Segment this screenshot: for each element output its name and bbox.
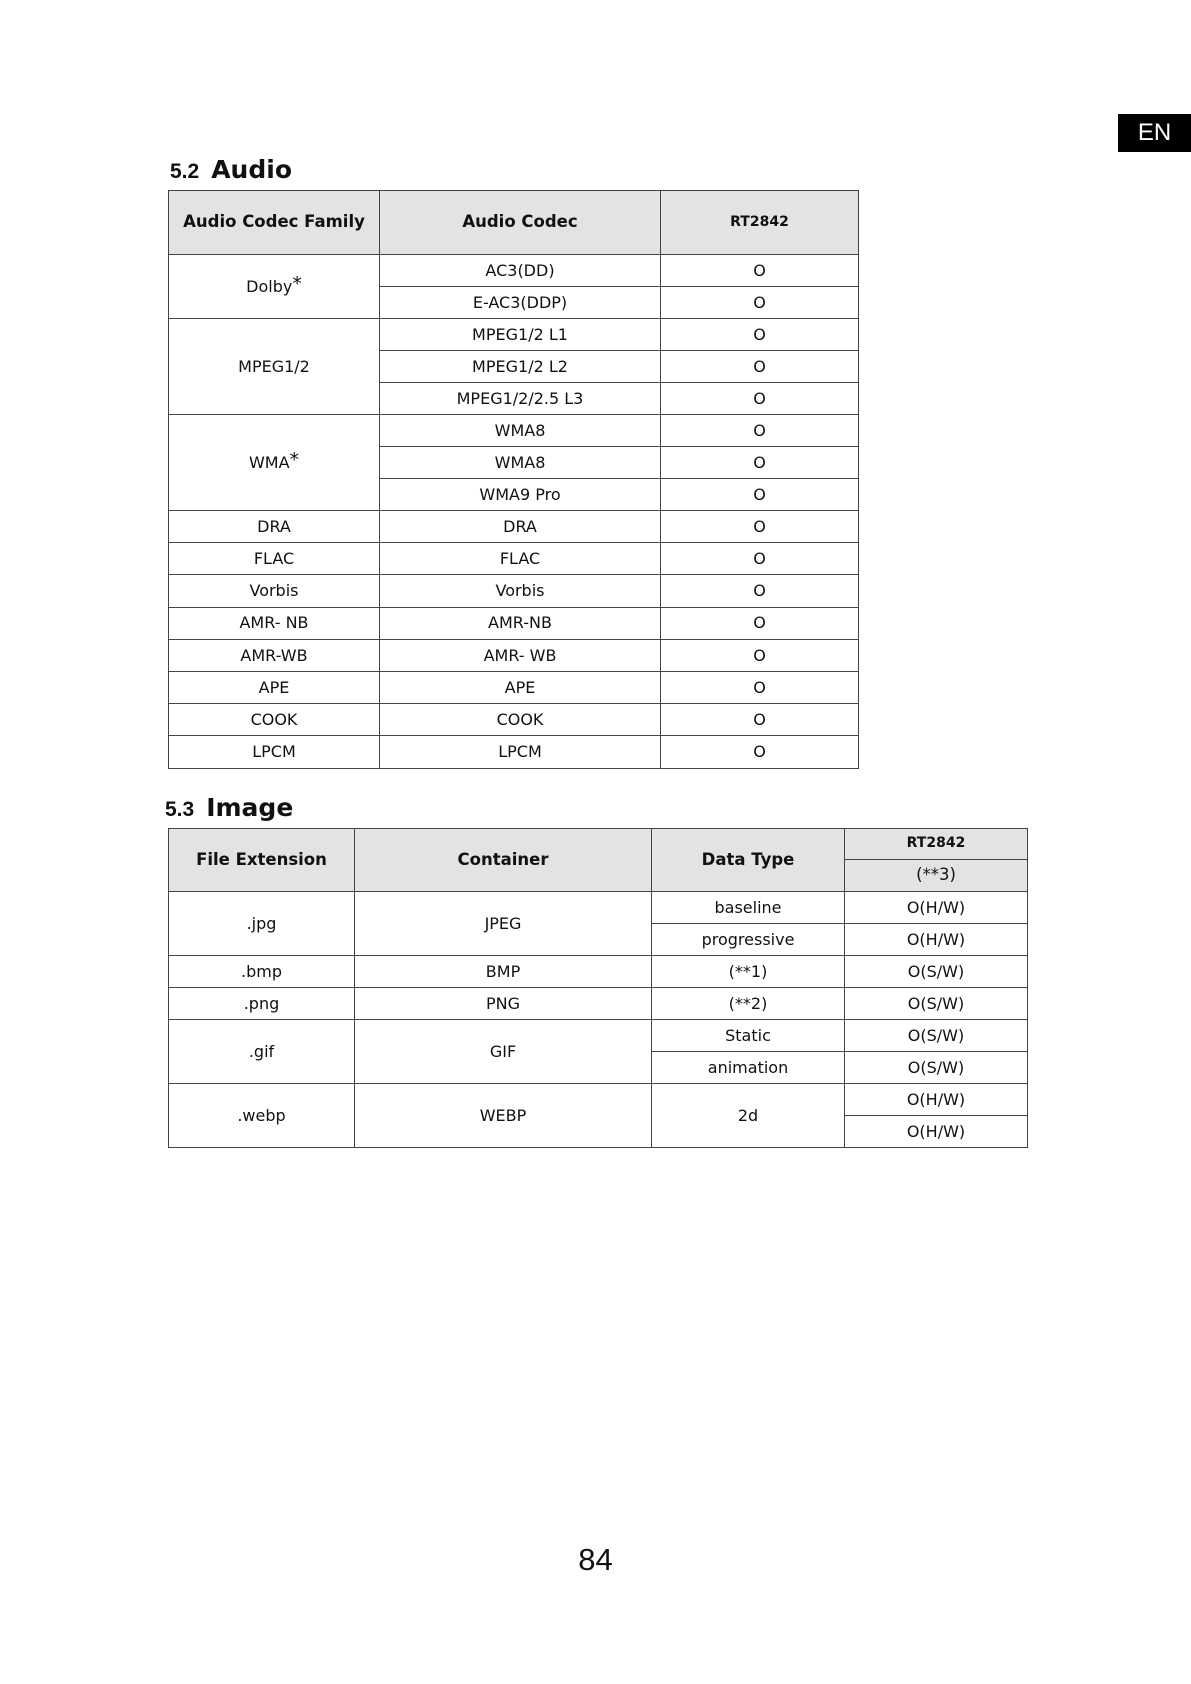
data-type-cell: progressive xyxy=(652,924,845,956)
support-cell: O(S/W) xyxy=(845,1020,1028,1052)
support-cell: O(H/W) xyxy=(845,1084,1028,1116)
section-number: 5.2 xyxy=(170,160,200,183)
codec-family-name: APE xyxy=(258,677,290,697)
header-file-extension: File Extension xyxy=(169,829,355,892)
header-chip: RT2842 xyxy=(661,191,859,255)
codec-family-name: LPCM xyxy=(252,742,296,762)
section-heading: Audio xyxy=(211,155,292,184)
header-audio-codec: Audio Codec xyxy=(380,191,661,255)
table-row xyxy=(169,736,859,768)
support-cell: O xyxy=(661,736,859,768)
table-row xyxy=(169,607,859,639)
table-row xyxy=(169,511,859,543)
container-cell: GIF xyxy=(355,1020,652,1084)
table-row xyxy=(169,255,859,287)
codec-family-cell xyxy=(169,415,380,511)
data-type-cell: (**2) xyxy=(652,988,845,1020)
support-cell: O xyxy=(661,543,859,575)
codec-family-cell xyxy=(169,543,380,575)
table-row xyxy=(169,956,1028,988)
file-extension-cell: .gif xyxy=(169,1020,355,1084)
codec-family-name: COOK xyxy=(250,709,298,729)
codec-family-cell xyxy=(169,704,380,736)
codec-cell: APE xyxy=(380,671,661,703)
file-extension-cell: .png xyxy=(169,988,355,1020)
file-extension-cell: .jpg xyxy=(169,892,355,956)
table-row xyxy=(169,988,1028,1020)
codec-family-name: WMA xyxy=(248,452,290,472)
support-cell: O xyxy=(661,511,859,543)
support-cell: O xyxy=(661,639,859,671)
codec-family-name: FLAC xyxy=(253,548,295,568)
data-type-cell: animation xyxy=(652,1052,845,1084)
support-cell: O xyxy=(661,607,859,639)
table-row xyxy=(169,671,859,703)
header-container: Container xyxy=(355,829,652,892)
table-row xyxy=(169,639,859,671)
container-cell: PNG xyxy=(355,988,652,1020)
footnote-mark: * xyxy=(292,272,302,295)
header-codec-family: Audio Codec Family xyxy=(169,191,380,255)
codec-family-cell xyxy=(169,671,380,703)
table-row xyxy=(169,1084,1028,1116)
container-cell: JPEG xyxy=(355,892,652,956)
codec-cell: FLAC xyxy=(380,543,661,575)
header-chip: RT2842 xyxy=(845,829,1028,860)
support-cell: O xyxy=(661,704,859,736)
codec-family-name: Dolby xyxy=(246,276,293,296)
support-cell: O xyxy=(661,575,859,607)
table-row xyxy=(169,415,859,447)
table-row xyxy=(169,575,859,607)
section-number: 5.3 xyxy=(165,798,195,821)
codec-family-cell xyxy=(169,607,380,639)
support-cell: O xyxy=(661,479,859,511)
codec-family-cell xyxy=(169,736,380,768)
codec-cell: MPEG1/2 L2 xyxy=(380,351,661,383)
file-extension-cell: .bmp xyxy=(169,956,355,988)
codec-cell: LPCM xyxy=(380,736,661,768)
codec-family-name: Vorbis xyxy=(249,581,299,601)
codec-cell: WMA8 xyxy=(380,415,661,447)
codec-family-cell xyxy=(169,639,380,671)
support-cell: O xyxy=(661,383,859,415)
support-cell: O xyxy=(661,415,859,447)
codec-cell: WMA8 xyxy=(380,447,661,479)
support-cell: O xyxy=(661,319,859,351)
codec-cell: WMA9 Pro xyxy=(380,479,661,511)
language-tab: EN xyxy=(1118,114,1191,152)
image-format-table xyxy=(168,828,1028,1148)
codec-cell: MPEG1/2 L1 xyxy=(380,319,661,351)
codec-cell: AC3(DD) xyxy=(380,255,661,287)
codec-family-name: DRA xyxy=(257,516,291,536)
codec-family-cell xyxy=(169,319,380,415)
container-cell: BMP xyxy=(355,956,652,988)
data-type-cell: 2d xyxy=(652,1084,845,1148)
header-chip-note: (**3) xyxy=(845,860,1028,892)
codec-cell: AMR- WB xyxy=(380,639,661,671)
support-cell: O(S/W) xyxy=(845,956,1028,988)
codec-cell: Vorbis xyxy=(380,575,661,607)
table-row xyxy=(169,319,859,351)
codec-family-cell xyxy=(169,255,380,319)
support-cell: O xyxy=(661,255,859,287)
data-type-cell: baseline xyxy=(652,892,845,924)
table-row xyxy=(169,543,859,575)
table-row xyxy=(169,892,1028,924)
container-cell: WEBP xyxy=(355,1084,652,1148)
footnote-mark: * xyxy=(289,448,300,471)
data-type-cell: (**1) xyxy=(652,956,845,988)
support-cell: O(S/W) xyxy=(845,988,1028,1020)
codec-family-name: MPEG1/2 xyxy=(238,356,310,376)
codec-family-name: AMR-WB xyxy=(240,645,308,665)
support-cell: O(S/W) xyxy=(845,1052,1028,1084)
table-row xyxy=(169,1020,1028,1052)
support-cell: O xyxy=(661,287,859,319)
page-number: 84 xyxy=(578,1542,613,1577)
codec-family-cell xyxy=(169,511,380,543)
support-cell: O(H/W) xyxy=(845,924,1028,956)
codec-cell: COOK xyxy=(380,704,661,736)
support-cell: O xyxy=(661,671,859,703)
codec-family-cell xyxy=(169,575,380,607)
header-data-type: Data Type xyxy=(652,829,845,892)
data-type-cell: Static xyxy=(652,1020,845,1052)
codec-cell: DRA xyxy=(380,511,661,543)
codec-cell: AMR-NB xyxy=(380,607,661,639)
codec-cell: E-AC3(DDP) xyxy=(380,287,661,319)
support-cell: O xyxy=(661,351,859,383)
file-extension-cell: .webp xyxy=(169,1084,355,1148)
audio-section-title xyxy=(170,155,292,184)
support-cell: O(H/W) xyxy=(845,892,1028,924)
section-heading: Image xyxy=(206,793,294,822)
table-row xyxy=(169,704,859,736)
codec-cell: MPEG1/2/2.5 L3 xyxy=(380,383,661,415)
image-section-title xyxy=(165,793,293,822)
support-cell: O(H/W) xyxy=(845,1116,1028,1148)
codec-family-name: AMR- NB xyxy=(239,613,309,633)
support-cell: O xyxy=(661,447,859,479)
audio-codec-table xyxy=(168,190,859,769)
